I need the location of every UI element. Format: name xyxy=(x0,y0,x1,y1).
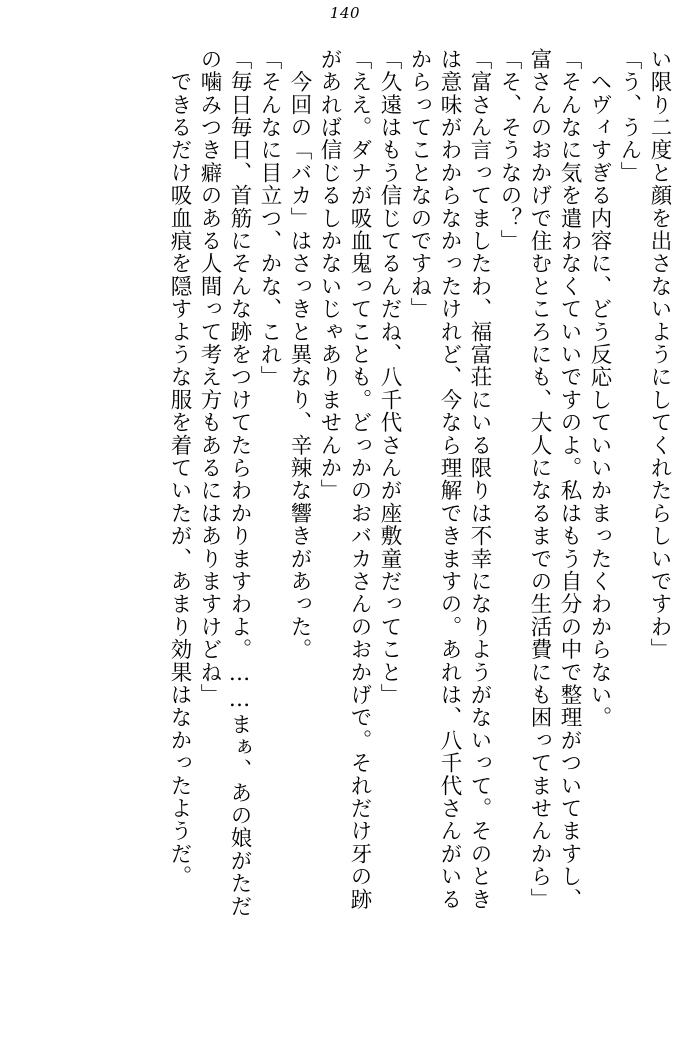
page-number: 140 xyxy=(329,4,361,22)
text-line: 「そんなに気を遣わなくていいですのよ。私はもう自分の中で整理がついてますし、 xyxy=(557,48,582,911)
text-line: 「毎日毎日、首筋にそんな跡をつけてたらわかりますわよ。……まぁ、あの娘がただ xyxy=(227,48,252,918)
text-line: い限り二度と顔を出さないようにしてくれたらしいですわ」 xyxy=(647,48,672,661)
text-line: 「そんなに目立つ、かな、これ」 xyxy=(257,48,282,389)
text-line: ヘヴィすぎる内容に、どう反応していいかまったくわからない。 xyxy=(587,48,612,729)
text-line: の噛みつき癖のある人間って考え方もあるにはありますけどね」 xyxy=(197,48,222,707)
text-line: 「そ、そうなの？」 xyxy=(497,48,522,253)
text-line: できるだけ吸血痕を隠すような服を着ていたが、あまり効果はなかったようだ。 xyxy=(167,48,192,888)
text-line: は意味がわからなかったけれど、今なら理解できますの。あれは、八千代さんがいる xyxy=(437,48,462,911)
text-line: 「う、うん」 xyxy=(617,48,642,185)
text-line: 「富さん言ってましたわ、福富荘にいる限りは不幸になりようがないって。そのとき xyxy=(467,48,492,911)
text-line: があれば信じるしかないじゃありませんか」 xyxy=(317,48,342,502)
text-line: 「久遠はもう信じてるんだね、八千代さんが座敷童だってこと」 xyxy=(377,48,402,707)
text-line: からってことなのですね」 xyxy=(407,48,432,321)
text-line: 「ええ。ダナが吸血鬼ってことも。どっかのおバカさんのおかげで。それだけ牙の跡 xyxy=(347,48,372,911)
vertical-text-body xyxy=(22,48,670,1028)
text-line: 富さんのおかげで住むところにも、大人になるまでの生活費にも困ってませんから」 xyxy=(527,48,552,911)
text-line: 今回の「バカ」はさっきと異なり、辛辣な響きがあった。 xyxy=(287,48,312,661)
